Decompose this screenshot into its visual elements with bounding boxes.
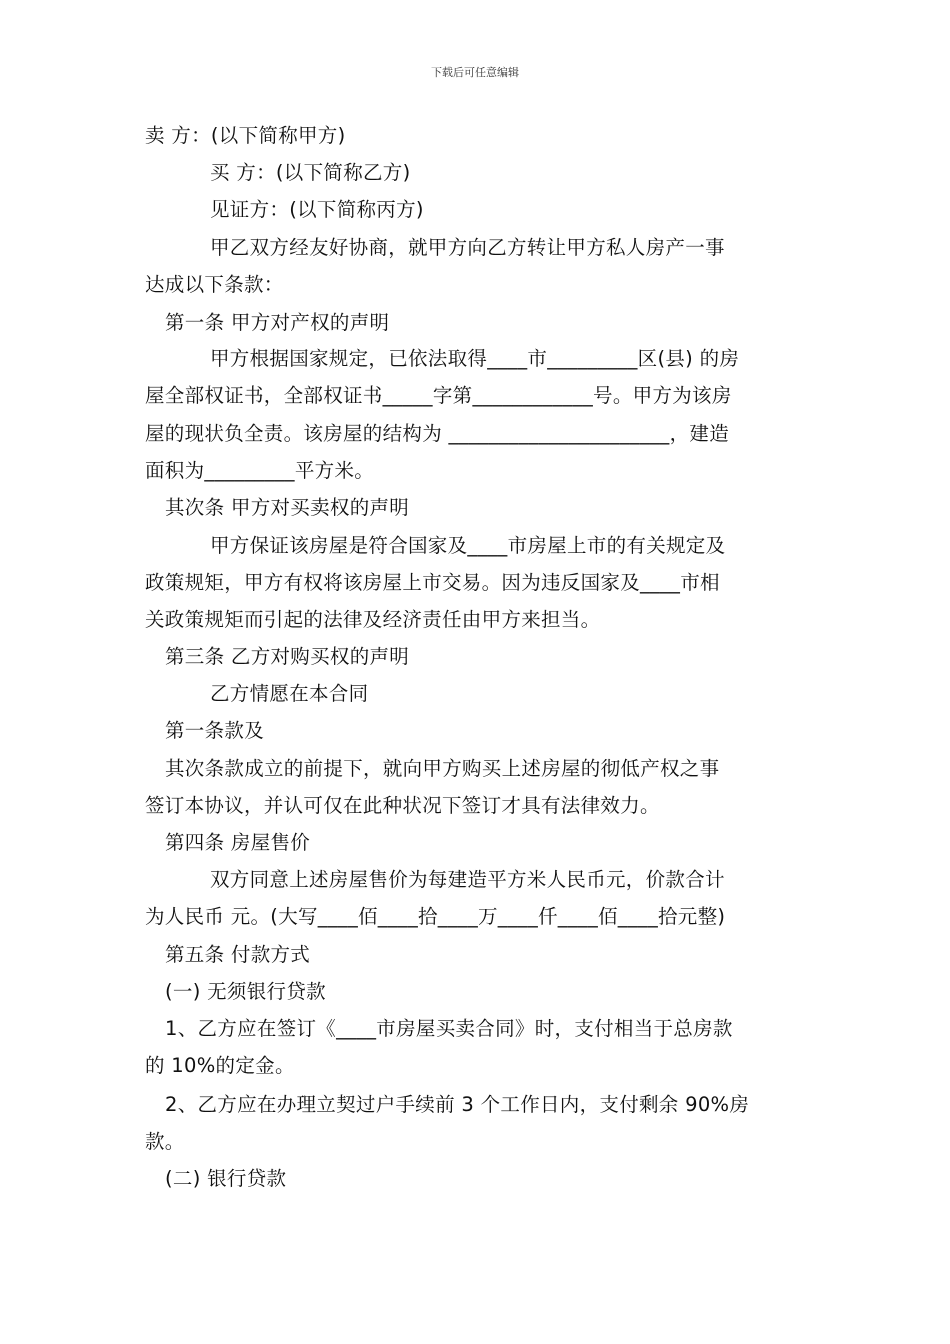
paragraph-line: 其次条款成立的前提下，就向甲方购买上述房屋的彻低产权之事 [165, 757, 720, 780]
page-header: 下载后可任意编辑 [431, 66, 519, 79]
seller-line: 卖 方：(以下简称甲方) [145, 124, 346, 147]
paragraph-line: 1、乙方应在签订《____市房屋买卖合同》时，支付相当于总房款 [165, 1017, 733, 1040]
article-heading: 第四条 房屋售价 [165, 831, 311, 854]
paragraph-line: 2、乙方应在办理立契过户手续前 3 个工作日内，支付剩余 90%房 [165, 1093, 750, 1116]
paragraph-line: 屋全部权证书，全部权证书_____字第____________号。甲方为该房 [145, 384, 732, 407]
paragraph-line: 面积为_________平方米。 [145, 459, 375, 482]
sub-heading: (一) 无须银行贷款 [165, 980, 326, 1003]
paragraph-line: 关政策规矩而引起的法律及经济责任由甲方来担当。 [145, 608, 601, 631]
paragraph-line: 达成以下条款： [145, 273, 284, 296]
paragraph-line: 的 10%的定金。 [145, 1054, 295, 1077]
paragraph-line: 款。 [145, 1130, 185, 1153]
article-heading: 第一条 甲方对产权的声明 [165, 311, 390, 334]
paragraph-line: 甲乙双方经友好协商，就甲方向乙方转让甲方私人房产一事 [210, 236, 725, 259]
paragraph-line: 甲方根据国家规定，已依法取得____市_________区(县) 的房 [210, 347, 740, 370]
witness-line: 见证方：(以下简称丙方) [210, 198, 424, 221]
article-heading: 第五条 付款方式 [165, 943, 311, 966]
paragraph-line: 双方同意上述房屋售价为每建造平方米人民币元，价款合计 [210, 868, 725, 891]
article-heading: 其次条 甲方对买卖权的声明 [165, 496, 410, 519]
article-heading: 第三条 乙方对购买权的声明 [165, 645, 410, 668]
paragraph-line: 第一条款及 [165, 719, 265, 742]
paragraph-line: 政策规矩，甲方有权将该房屋上市交易。因为违反国家及____市相 [145, 571, 720, 594]
paragraph-line: 为人民币 元。(大写____佰____拾____万____仟____佰____拾元整) [145, 905, 726, 928]
buyer-line: 买 方：(以下简称乙方) [210, 161, 411, 184]
paragraph-line: 签订本协议，并认可仅在此种状况下签订才具有法律效力。 [145, 794, 660, 817]
paragraph-line: 乙方情愿在本合同 [210, 682, 369, 705]
paragraph-line: 屋的现状负全责。该房屋的结构为 ______________________，建造 [145, 422, 729, 445]
sub-heading: (二) 银行贷款 [165, 1167, 287, 1190]
paragraph-line: 甲方保证该房屋是符合国家及____市房屋上市的有关规定及 [210, 534, 726, 557]
